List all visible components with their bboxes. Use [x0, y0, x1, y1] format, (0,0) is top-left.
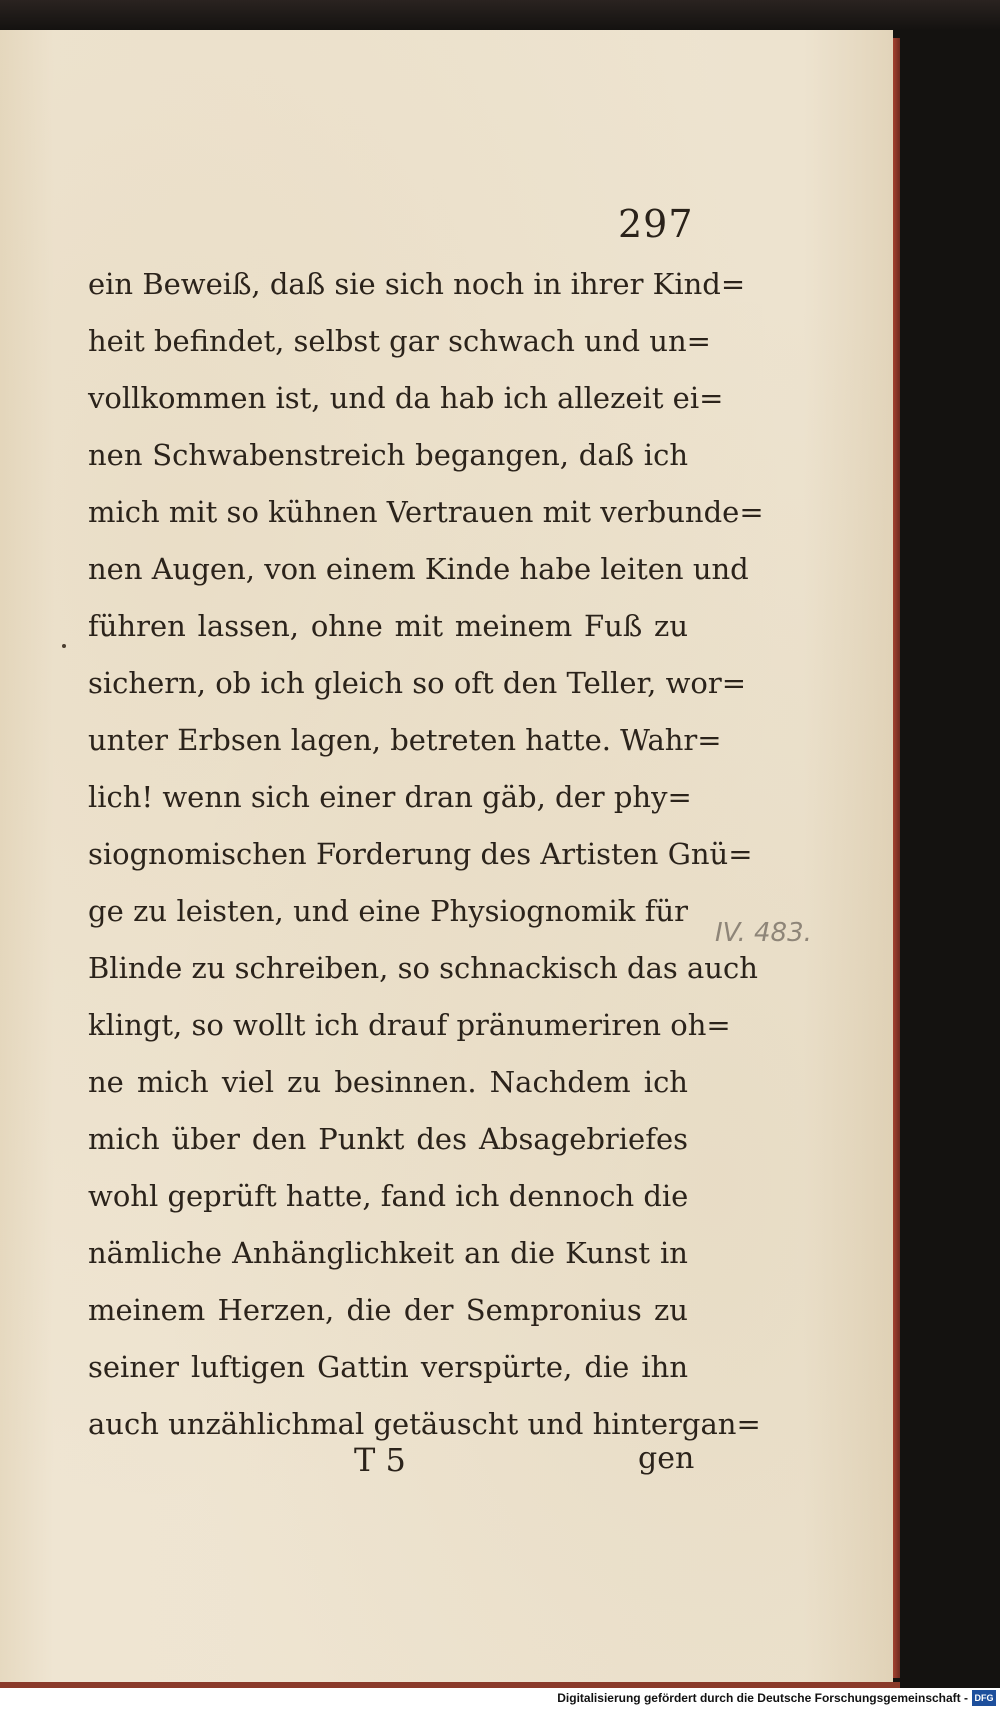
text-line: mich über den Punkt des Absagebriefes — [88, 1122, 688, 1156]
text-line: Blinde zu schreiben, so schnackisch das auch — [88, 951, 758, 985]
text-line: nen Schwabenstreich begangen, daß ich — [88, 438, 688, 472]
book-page — [0, 30, 893, 1682]
page-edge — [893, 38, 900, 1678]
dfg-logo-icon: DFG — [972, 1690, 996, 1706]
text-line: wohl geprüft hatte, fand ich dennoch die — [88, 1179, 689, 1213]
text-line: ein Beweiß, daß sie sich noch in ihrer Kind= — [88, 267, 746, 301]
funding-credit: Digitalisierung gefördert durch die Deutsche Forschungsgemeinschaft - — [557, 1691, 968, 1705]
text-line: vollkommen ist, und da hab ich allezeit ei= — [88, 381, 724, 415]
credit-bar — [0, 1688, 1000, 1710]
text-line: klingt, so wollt ich drauf pränumeriren oh= — [88, 1008, 731, 1042]
text-line: führen lassen, ohne mit meinem Fuß zu — [88, 609, 688, 643]
text-line: mich mit so kühnen Vertrauen mit verbunde= — [88, 495, 764, 529]
text-line: sichern, ob ich gleich so oft den Teller, wor= — [88, 666, 747, 700]
text-line: meinem Herzen, die der Sempronius zu — [88, 1293, 688, 1327]
signature-mark: T 5 — [354, 1441, 406, 1479]
text-line: ne mich viel zu besinnen. Nachdem ich — [88, 1065, 688, 1099]
text-line: lich! wenn sich einer dran gäb, der phy= — [88, 780, 692, 814]
ink-speck — [62, 644, 66, 648]
scan-background — [0, 0, 1000, 30]
page-number: 297 — [618, 202, 694, 246]
text-line: ge zu leisten, und eine Physiognomik für — [88, 894, 688, 928]
text-line: unter Erbsen lagen, betreten hatte. Wahr= — [88, 723, 722, 757]
catchword: gen — [638, 1441, 695, 1476]
text-line: siognomischen Forderung des Artisten Gnü= — [88, 837, 753, 871]
text-line: seiner luftigen Gattin verspürte, die ihn — [88, 1350, 688, 1384]
text-line: auch unzählichmal getäuscht und hintergan= — [88, 1407, 761, 1441]
text-line: heit befindet, selbst gar schwach und un= — [88, 324, 711, 358]
text-line: nen Augen, von einem Kinde habe leiten und — [88, 552, 749, 586]
text-line: nämliche Anhänglichkeit an die Kunst in — [88, 1236, 688, 1270]
margin-annotation: IV. 483. — [715, 918, 812, 948]
